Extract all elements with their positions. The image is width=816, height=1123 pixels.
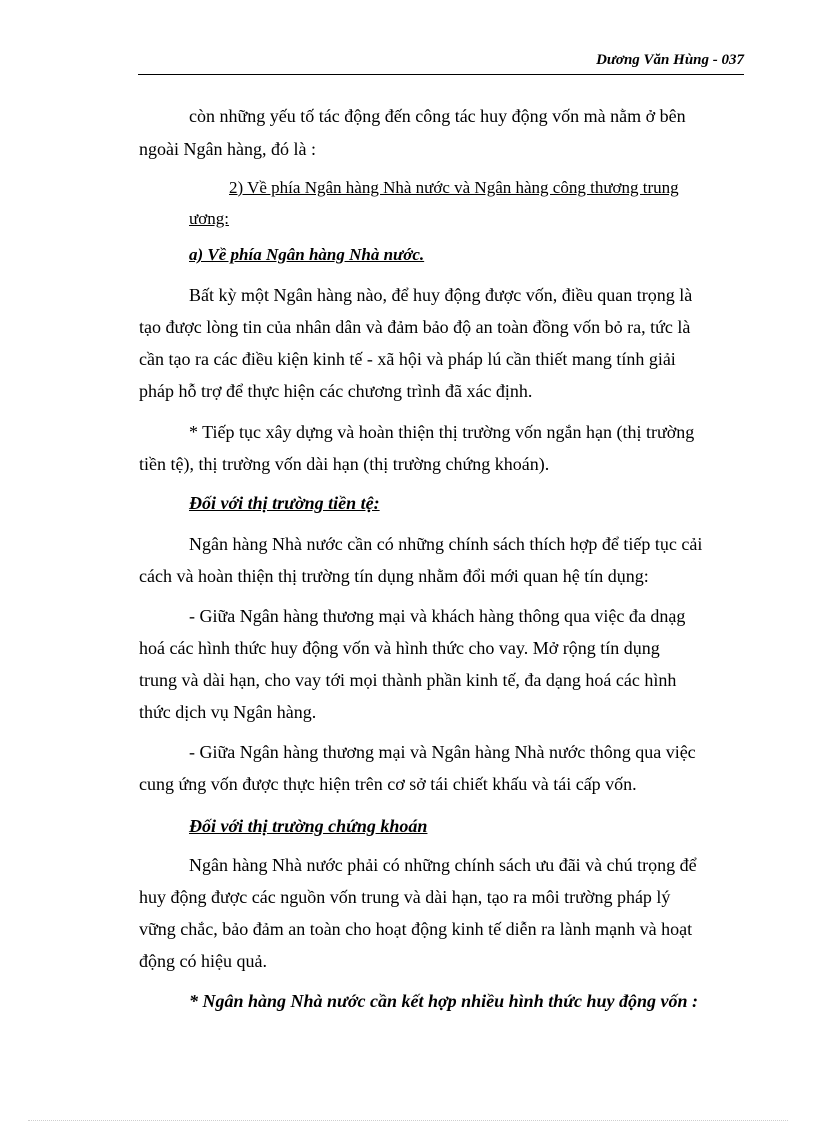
emphasis-line: * Ngân hàng Nhà nước cần kết hợp nhiều hình thức huy động vốn : — [189, 991, 699, 1011]
paragraph-line: huy động được các nguồn vốn trung và dài hạn, tạo ra môi trường pháp lý — [139, 887, 671, 907]
section-heading: 2) Về phía Ngân hàng Nhà nước và Ngân hàng công thương trung — [229, 178, 679, 197]
subsection-heading: a) Về phía Ngân hàng Nhà nước. — [189, 245, 425, 264]
paragraph-line: thức dịch vụ Ngân hàng. — [139, 702, 317, 722]
paragraph-line: ngoài Ngân hàng, đó là : — [139, 139, 316, 159]
paragraph-line: pháp hỗ trợ để thực hiện các chương trình đã xác định. — [139, 381, 533, 401]
paragraph-line: còn những yếu tố tác động đến công tác huy động vốn mà nằm ở bên — [189, 106, 686, 126]
section-heading-cont: ương: — [189, 209, 229, 228]
subsection-heading: Đối với thị trường chứng khoán — [189, 816, 428, 836]
paragraph-line: động có hiệu quả. — [139, 951, 267, 971]
paragraph-line: cần tạo ra các điều kiện kinh tế - xã hội và pháp lú cần thiết mang tính giải — [139, 349, 676, 369]
paragraph-line: - Giữa Ngân hàng thương mại và khách hàng thông qua việc đa dnạg — [189, 606, 686, 626]
paragraph-line: tạo được lòng tin của nhân dân và đảm bảo độ an toàn đồng vốn bỏ ra, tức là — [139, 317, 691, 337]
paragraph-line: tiền tệ), thị trường vốn dài hạn (thị trường chứng khoán). — [139, 454, 550, 474]
paragraph-line: Ngân hàng Nhà nước phải có những chính sách ưu đãi và chú trọng để — [189, 855, 697, 875]
paragraph-line: - Giữa Ngân hàng thương mại và Ngân hàng Nhà nước thông qua việc — [189, 742, 696, 762]
subsection-heading: Đối với thị trường tiền tệ: — [189, 493, 380, 513]
paragraph-line: hoá các hình thức huy động vốn và hình thức cho vay. Mở rộng tín dụng — [139, 638, 660, 658]
paragraph-line: cách và hoàn thiện thị trường tín dụng nhằm đổi mới quan hệ tín dụng: — [139, 566, 649, 586]
paragraph-line: trung và dài hạn, cho vay tới mọi thành phần kinh tế, đa dạng hoá các hình — [139, 670, 677, 690]
paragraph-line: Bất kỳ một Ngân hàng nào, để huy động được vốn, điều quan trọng là — [189, 285, 693, 305]
header-author: Dương Văn Hùng - 037 — [596, 52, 744, 68]
paragraph-line: cung ứng vốn được thực hiện trên cơ sở tái chiết khấu và tái cấp vốn. — [139, 774, 637, 794]
paragraph-line: Ngân hàng Nhà nước cần có những chính sách thích hợp để tiếp tục cải — [189, 534, 703, 554]
page-header — [138, 52, 744, 75]
page-bottom-border — [28, 1120, 788, 1121]
paragraph-line: * Tiếp tục xây dựng và hoàn thiện thị trường vốn ngắn hạn (thị trường — [189, 422, 695, 442]
paragraph-line: vững chắc, bảo đảm an toàn cho hoạt động kinh tế diễn ra lành mạnh và hoạt — [139, 919, 693, 939]
